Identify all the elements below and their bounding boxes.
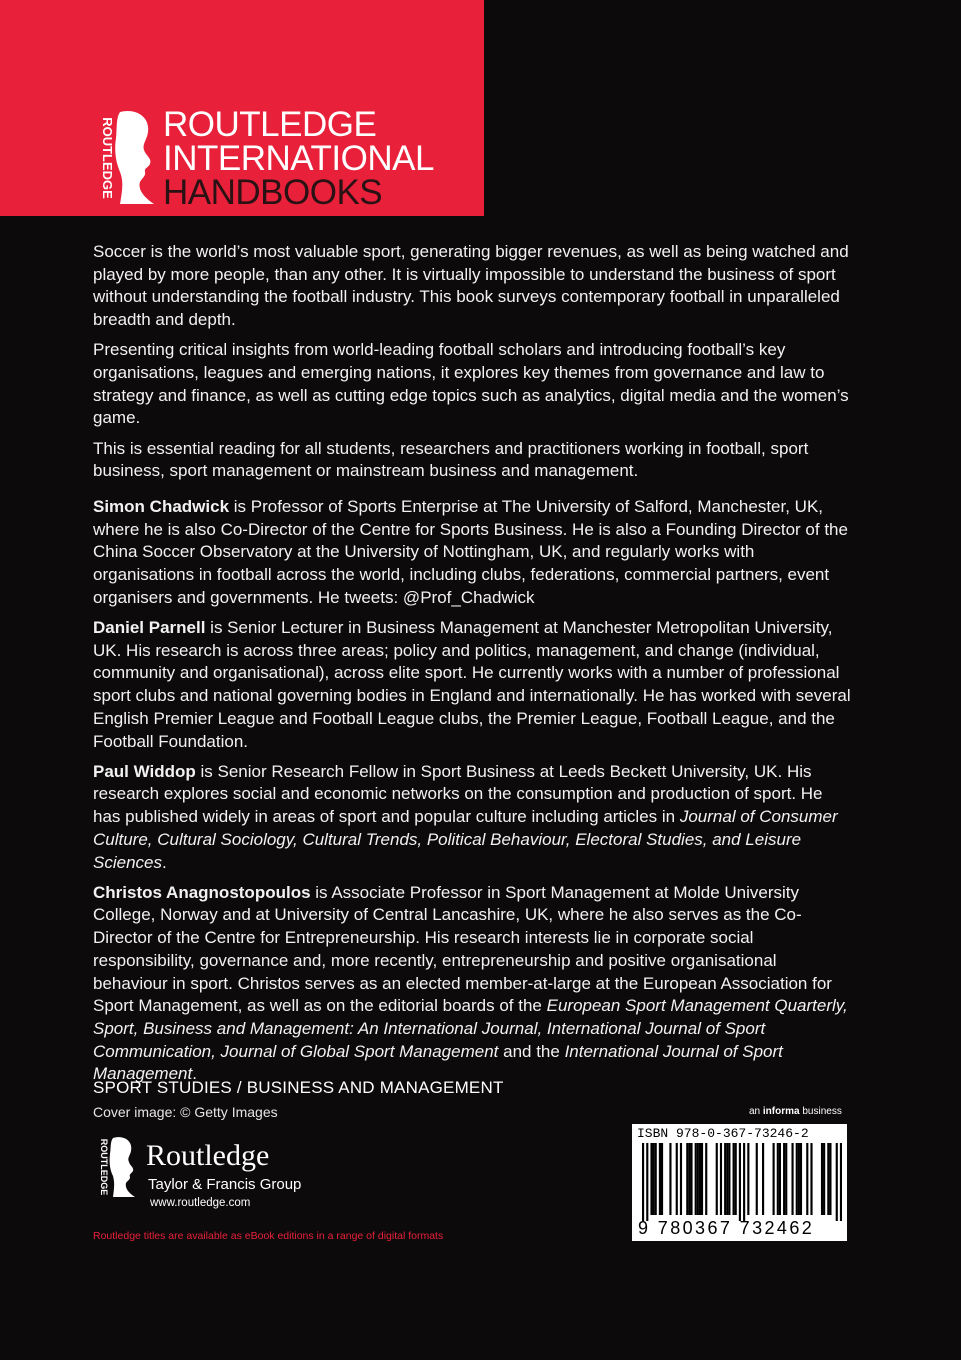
barcode-bar: [735, 1143, 737, 1215]
description-paragraph: This is essential reading for all students, researchers and practitioners working in football, sport business, sport management or mainstream business and management.: [93, 438, 809, 481]
barcode-bar: [796, 1143, 798, 1215]
barcode-bar: [785, 1143, 787, 1215]
barcode-bar: [699, 1143, 701, 1215]
barcode-bar: [728, 1143, 730, 1215]
barcode-bar: [783, 1143, 785, 1215]
series-title-line-1: ROUTLEDGE: [163, 105, 377, 144]
publisher-url: www.routledge.com: [150, 1197, 251, 1209]
barcode-bar: [823, 1143, 825, 1215]
barcode-bar: [676, 1143, 678, 1215]
barcode-bar: [821, 1143, 823, 1215]
series-title: [163, 105, 434, 212]
author-bio: Simon Chadwick is Professor of Sports Enterprise at The University of Salford, Manchester, UK, where he is also Co-Director of the Centre for Sports Business. He is also a Founding Director of the China Soccer Observatory at the University of Nottingham, UK, and regularly works with organisations in football across the world, including clubs, federations, commercial partners, event organisers and governments. He tweets: @Prof_Chadwick: [93, 497, 848, 607]
series-logo-text: ROUTLEDGE: [100, 117, 115, 199]
barcode-bar: [705, 1143, 707, 1215]
barcode-bar: [661, 1143, 663, 1215]
publisher-group: Taylor & Francis Group: [148, 1176, 302, 1193]
subject-category: SPORT STUDIES / BUSINESS AND MANAGEMENT: [93, 1078, 504, 1097]
author-name: Paul Widdop: [93, 761, 196, 781]
barcode-guard-bar: [642, 1143, 644, 1221]
journal-title: International Journal of Sport Management: [93, 1041, 783, 1084]
barcode-bar: [791, 1143, 793, 1215]
barcode-guard-bar: [739, 1143, 741, 1221]
isbn-barcode: [632, 1124, 847, 1241]
journal-list: Journal of Consumer Culture, Cultural Sociology, Cultural Trends, Political Behaviour, Electoral Studies, and Leisure Sciences: [93, 807, 838, 872]
description-paragraph: Presenting critical insights from world-leading football scholars and introducing football’s key organisations, leagues and emerging nations, it explores key themes from governance and law to strategy and finance, as well as cutting edge topics such as analytics, digital media and the women’s game.: [93, 340, 849, 428]
author-bio: Daniel Parnell is Senior Lecturer in Business Management at Manchester Metropolitan University, UK. His research is across three areas; policy and politics, management, and change (individual, community and organisational), across elite sport. He currently works with a number of professional sport clubs and national governing bodies in England and internationally. He has worked with several English Premier League and Football League clubs, the Premier League, Football League, and the Football Foundation.: [93, 618, 851, 751]
barcode-bar: [659, 1143, 661, 1215]
author-bio: Christos Anagnostopoulos is Associate Professor in Sport Management at Molde University College, Norway and at University of Central Lancashire, UK, where he also serves as the Co-Director of the Centre for Entrepreneurship. His research interests lie in corporate social responsibility, governance and, more recently, entrepreneurship and positive organisational behaviour in sport. Christos serves as an elected member-at-large at the European Association for Sport Management, as well as on the editorial boards of the European Sport Management Quarterly, Sport, Business and Management: An International Journal, International Journal of Sport Communication, Journal of Global Sport Management and the International Journal of Sport Management.: [93, 882, 848, 1084]
barcode-bar: [827, 1143, 829, 1215]
publisher-icon-text: ROUTLEDGE: [99, 1138, 109, 1196]
barcode-bar: [800, 1143, 802, 1215]
barcode-bar: [720, 1143, 722, 1215]
barcode-bar: [655, 1143, 657, 1215]
cover-image-credit: Cover image: © Getty Images: [93, 1104, 278, 1120]
barcode-bar: [697, 1143, 699, 1215]
isbn-number: ISBN 978-0-367-73246-2: [637, 1126, 809, 1141]
barcode-bar: [762, 1143, 764, 1215]
barcode-bar: [669, 1143, 671, 1215]
barcode-bar: [686, 1143, 688, 1215]
publisher-logo: [93, 1135, 323, 1215]
barcode-bar: [695, 1143, 697, 1215]
author-name: Christos Anagnostopoulos: [93, 882, 311, 902]
publisher-name: Routledge: [146, 1139, 270, 1172]
journal-list: European Sport Management Quarterly, Sport, Business and Management: An International Journal, International Journal of Sport Communication, Journal of Global Sport Management: [93, 996, 848, 1061]
author-name: Simon Chadwick: [93, 497, 230, 517]
ean-digits: 9 780367 732462: [638, 1218, 815, 1238]
barcode-bar: [688, 1143, 690, 1215]
barcode-bar: [777, 1143, 779, 1215]
description-paragraph: Soccer is the world’s most valuable sport, generating bigger revenues, as well as being watched and played by more people, than any other. It is virtually impossible to understand the business of sport without understanding the football industry. This book surveys contemporary football in unparalleled breadth and depth.: [93, 242, 849, 330]
barcode-guard-bar: [836, 1143, 838, 1221]
barcode-bar: [701, 1143, 703, 1215]
back-cover-text: [93, 241, 853, 1094]
barcode-bar: [653, 1143, 655, 1215]
series-title-line-2: INTERNATIONAL: [163, 139, 434, 178]
barcode-guard-bar: [743, 1143, 745, 1221]
barcode-guard-bar: [840, 1143, 842, 1221]
barcode-bar: [680, 1143, 682, 1215]
barcode-bar: [733, 1143, 735, 1215]
barcode-bar: [829, 1143, 831, 1215]
barcode-bar: [806, 1143, 808, 1215]
routledge-profile-logo-icon: [93, 1135, 139, 1199]
barcode-bar: [756, 1143, 758, 1215]
barcode-bar: [724, 1143, 726, 1215]
barcode-bars: [642, 1143, 842, 1221]
barcode-bar: [726, 1143, 728, 1215]
barcode-bar: [747, 1143, 749, 1215]
barcode-bar: [798, 1143, 800, 1215]
series-title-line-3: HANDBOOKS: [163, 173, 383, 212]
author-bio: Paul Widdop is Senior Research Fellow in Sport Business at Leeds Beckett University, UK. His research explores social and economic networks on the consumption and production of sport. He has published widely in areas of sport and popular culture including articles in Journal of Consumer Culture, Cultural Sociology, Cultural Trends, Political Behaviour, Electoral Studies, and Leisure Sciences.: [93, 761, 838, 872]
barcode-bar: [810, 1143, 812, 1215]
series-banner: [0, 0, 484, 216]
ebook-note: Routledge titles are available as eBook editions in a range of digital formats: [93, 1230, 444, 1242]
barcode-bar: [773, 1143, 775, 1215]
barcode-guard-bar: [646, 1143, 648, 1221]
barcode-bar: [650, 1143, 652, 1215]
informa-brand: informa: [762, 1106, 800, 1117]
barcode-bar: [779, 1143, 781, 1215]
barcode-bar: [716, 1143, 718, 1215]
author-name: Daniel Parnell: [93, 618, 206, 638]
barcode-bar: [690, 1143, 692, 1215]
routledge-profile-logo-icon: [90, 108, 160, 208]
informa-business-label: an informa business: [749, 1106, 842, 1117]
